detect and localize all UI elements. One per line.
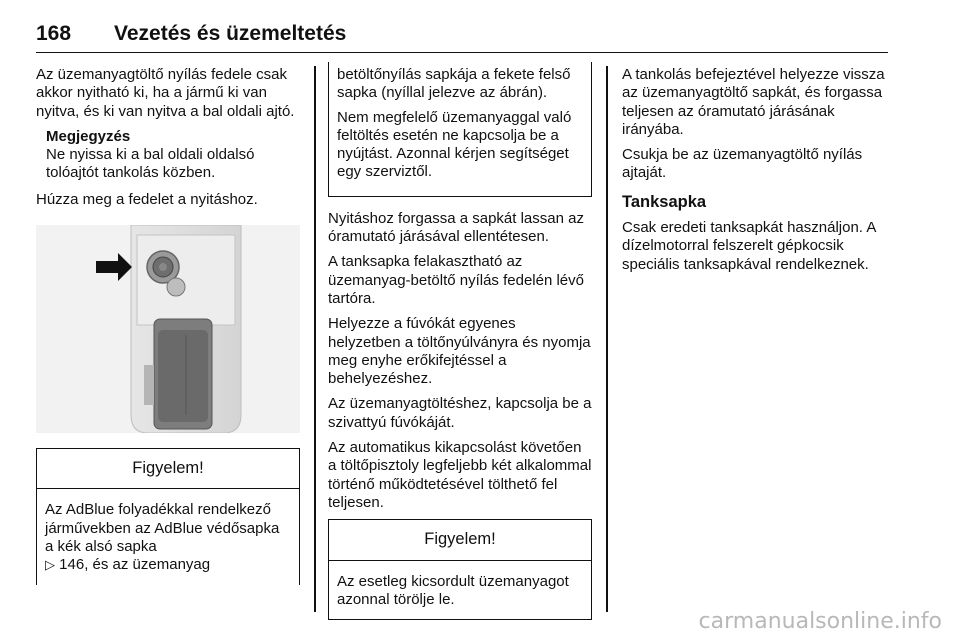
paragraph: Csak eredeti tanksapkát használjon. A dízelmotorral felszerelt gépkocsik speciális tanksapkával rendelkeznek. (622, 219, 876, 273)
paragraph: Csukja be az üzemanyagtöltő nyílás ajtaját. (622, 146, 863, 182)
section-title: Tanksapka (622, 192, 707, 211)
chapter-title: Vezetés és üzemeltetés (114, 22, 347, 45)
warning-box-continued (328, 62, 592, 197)
warning-box-adblue (36, 448, 300, 584)
paragraph: Nyitáshoz forgassa a sapkát lassan az óramutató járásával ellentétesen. (328, 209, 584, 246)
fuel-cap-diagram (36, 225, 300, 433)
arrow-reference-icon: ▷ (45, 557, 55, 573)
fuel-cap-illustration (36, 225, 300, 433)
warning-title: Figyelem! (37, 449, 299, 489)
warning-text: Az AdBlue folyadékkal rendelkező járművekben az AdBlue védősapka a kék alsó sapka ▷ 146, és az üzemanyag (45, 501, 280, 574)
warning-advice-text: Nem megfelelő üzemanyaggal való feltöltés esetén ne kapcsolja be a nyújtást. Azonnal kérjen segítséget egy szerviztől. (337, 108, 572, 181)
warning-title: Figyelem! (329, 520, 591, 560)
intro-paragraph: Az üzemanyagtöltő nyílás fedele csak akkor nyitható ki, ha a jármű ki van nyitva, és ki van nyitva a bal oldali ajtó. (36, 66, 295, 120)
paragraph: Az üzemanyagtöltéshez, kapcsolja be a szivattyú fúvókáját. (328, 395, 592, 431)
column-1 (36, 66, 300, 585)
column-divider (314, 66, 316, 612)
page-number: 168 (36, 22, 72, 45)
column-3 (622, 66, 890, 281)
page-header (36, 22, 888, 53)
paragraph: A tanksapka felakasztható az üzemanyag-betöltő nyílás fedelén lévő tartóra. (328, 253, 584, 307)
paragraph: Helyezze a fúvókát egyenes helyzetben a töltőnyúlványra és nyomja meg enyhe erőkifejtéssel a behelyezéshez. (328, 315, 591, 388)
column-2 (328, 62, 592, 634)
note-text: Ne nyissa ki a bal oldali oldalsó tolóajtót tankolás közben. (46, 146, 255, 182)
watermark: carmanualsonline.info (698, 609, 942, 634)
instruction-paragraph: Húzza meg a fedelet a nyitáshoz. (36, 190, 258, 208)
warning-box-spill (328, 519, 592, 620)
column-divider (606, 66, 608, 612)
paragraph: A tankolás befejeztével helyezze vissza az üzemanyagtöltő sapkát, és forgassa teljesen az óramutató járásának irányába. (622, 66, 885, 138)
note-title: Megjegyzés (46, 127, 131, 145)
note-block (46, 128, 300, 183)
warning-continued-text: betöltőnyílás sapkája a fekete felső sapka (nyíllal jelezve az ábrán). (337, 66, 571, 102)
paragraph: Az automatikus kikapcsolást követően a töltőpisztoly legfeljebb két alkalommal történő működtetésével tölthető fel teljesen. (328, 439, 592, 511)
page-reference: 146 (59, 556, 85, 574)
warning-text: Az esetleg kicsordult üzemanyagot azonnal törölje le. (337, 572, 569, 608)
